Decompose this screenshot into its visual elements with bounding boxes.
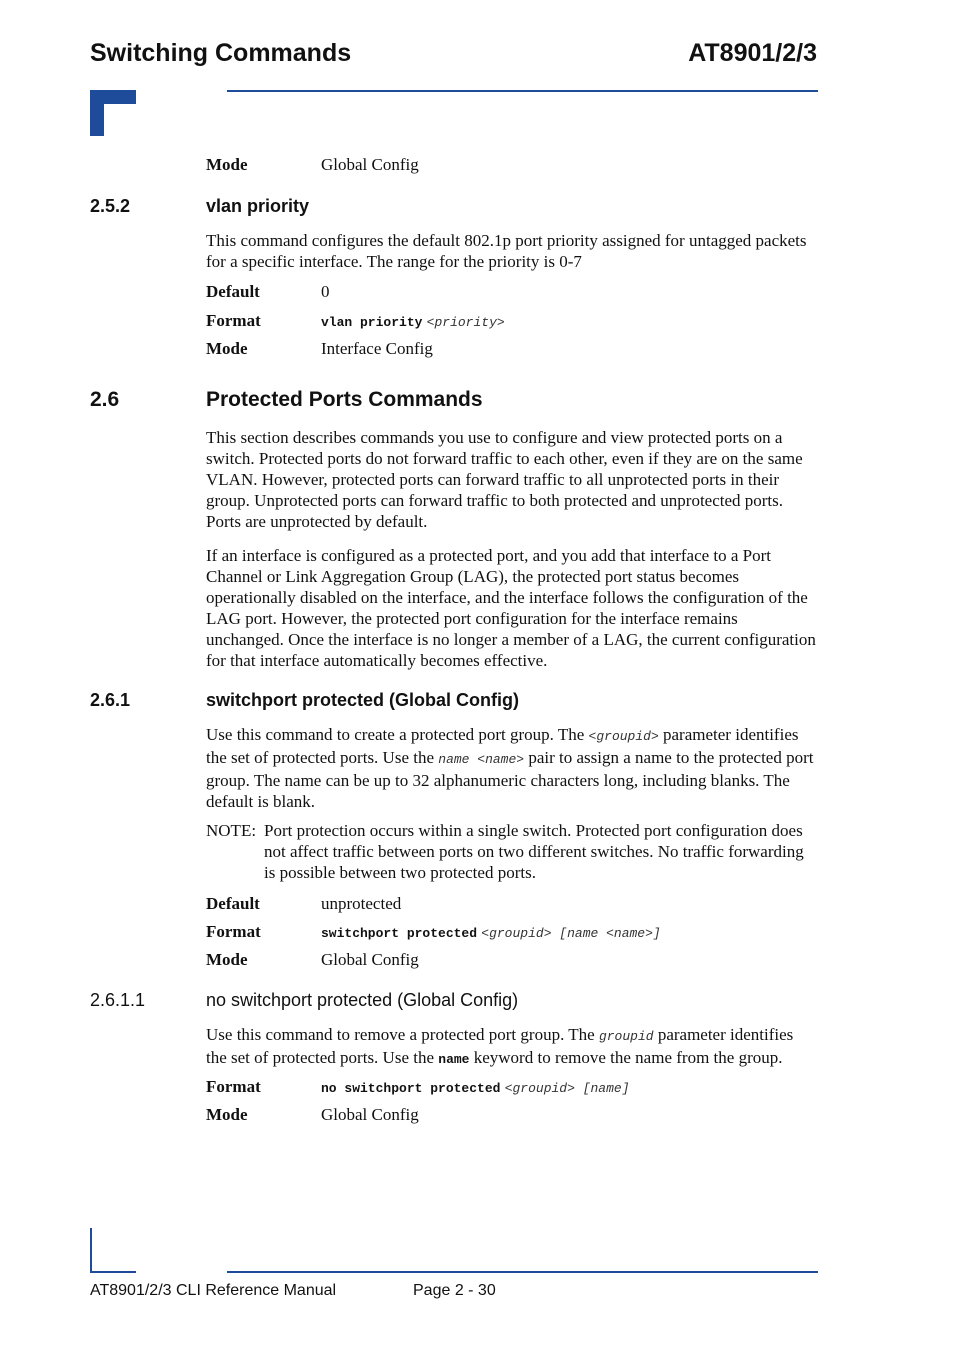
format-command: vlan priority xyxy=(321,315,423,330)
section-title-switchport-protected: switchport protected (Global Config) xyxy=(206,690,519,710)
default-value: unprotected xyxy=(321,894,402,913)
section-title-vlan-priority: vlan priority xyxy=(206,196,310,216)
section-number-2-5-2: 2.5.2 xyxy=(90,196,131,216)
protected-ports-paragraph-1: This section describes commands you use to configure and view protected ports on a switch. Protected ports do not forward traffic to each other, even if they are on the same VLAN. However, protected ports can forward traffic to all unprotected ports in their group. Unprotected ports can forward traffic to both protected and unprotected ports. Ports are unprotected by default. xyxy=(206,428,803,531)
format-argument: <groupid> [name <name>] xyxy=(481,926,661,941)
format-row xyxy=(206,921,661,944)
mode-label: Mode xyxy=(206,155,248,174)
desc-text: keyword to remove the name from the group. xyxy=(469,1048,783,1067)
desc-text: Use this command to remove a protected port group. The xyxy=(206,1025,599,1044)
inline-code-name: name <name> xyxy=(438,752,525,767)
desc-text: parameter identifies the set of protected ports. Use the xyxy=(206,1025,794,1067)
no-switchport-protected-description xyxy=(206,1024,818,1070)
product-name: AT8901/2/3 xyxy=(688,39,817,67)
mode-label: Mode xyxy=(206,1105,248,1124)
vlan-priority-description: This command configures the default 802.1p port priority assigned for untagged packets for a specific interface. The range for the priority is 0-7 xyxy=(206,231,807,271)
section-number-2-6-1-1: 2.6.1.1 xyxy=(90,990,146,1010)
protected-ports-paragraph-2: If an interface is configured as a protected port, and you add that interface to a Port Channel or Link Aggregation Group (LAG), the protected port status becomes operationally disabled on the interface, and the interface follows the configuration of the LAG port. However, the protected port configuration for the interface remains unchanged. Once the interface is no longer a member of a LAG, the current configuration for that interface automatically becomes effective. xyxy=(206,546,816,670)
desc-text: Use this command to create a protected port group. The xyxy=(206,725,589,744)
inline-code-groupid: groupid xyxy=(598,1029,654,1044)
mode-label: Mode xyxy=(206,339,248,358)
format-command: switchport protected xyxy=(321,926,478,941)
mode-row-top xyxy=(206,154,419,175)
desc-text: pair to assign a name to the protected port group. The name can be up to 32 alphanumeric characters long, including blanks. The default is blank. xyxy=(206,748,814,811)
format-argument: <priority> xyxy=(426,315,505,330)
mode-row xyxy=(206,949,419,970)
mode-value: Global Config xyxy=(321,155,419,174)
desc-text: parameter identifies the set of protected ports. Use the xyxy=(206,725,799,767)
default-label: Default xyxy=(206,894,260,913)
default-row xyxy=(206,893,401,914)
default-value: 0 xyxy=(321,282,330,301)
default-label: Default xyxy=(206,282,260,301)
section-header-title: Switching Commands xyxy=(90,39,352,67)
note-block xyxy=(206,820,806,883)
section-number-2-6-1: 2.6.1 xyxy=(90,690,131,710)
section-title-protected-ports: Protected Ports Commands xyxy=(206,388,483,411)
format-label: Format xyxy=(206,922,261,941)
switchport-protected-description xyxy=(206,724,818,812)
inline-code-groupid: <groupid> xyxy=(588,729,659,744)
format-row xyxy=(206,1076,630,1099)
inline-code-name: name xyxy=(438,1052,470,1067)
note-label: NOTE: xyxy=(206,821,257,840)
header-rule xyxy=(227,90,818,92)
section-number-2-6: 2.6 xyxy=(90,388,120,411)
mode-value: Global Config xyxy=(321,950,419,969)
mode-row xyxy=(206,1104,419,1125)
footer-rule xyxy=(227,1271,818,1273)
mode-value: Global Config xyxy=(321,1105,419,1124)
mode-row xyxy=(206,338,433,359)
mode-label: Mode xyxy=(206,950,248,969)
section-title-no-switchport-protected: no switchport protected (Global Config) xyxy=(206,990,519,1010)
corner-mark-horizontal xyxy=(90,90,136,104)
mode-value: Interface Config xyxy=(321,339,433,358)
footer-corner-vertical xyxy=(90,1228,92,1273)
note-text: Port protection occurs within a single switch. Protected port configuration does not affect traffic between ports on two different switches. No traffic forwarding is possible between two protected ports. xyxy=(264,821,804,882)
footer-page-number: Page 2 - 30 xyxy=(413,1282,496,1299)
format-label: Format xyxy=(206,1077,261,1096)
format-row xyxy=(206,310,505,333)
format-label: Format xyxy=(206,311,261,330)
footer-corner-horizontal xyxy=(90,1271,136,1273)
footer-manual-title: AT8901/2/3 CLI Reference Manual xyxy=(90,1282,337,1299)
default-row xyxy=(206,281,330,302)
format-argument: <groupid> [name] xyxy=(504,1081,630,1096)
format-command: no switchport protected xyxy=(321,1081,501,1096)
